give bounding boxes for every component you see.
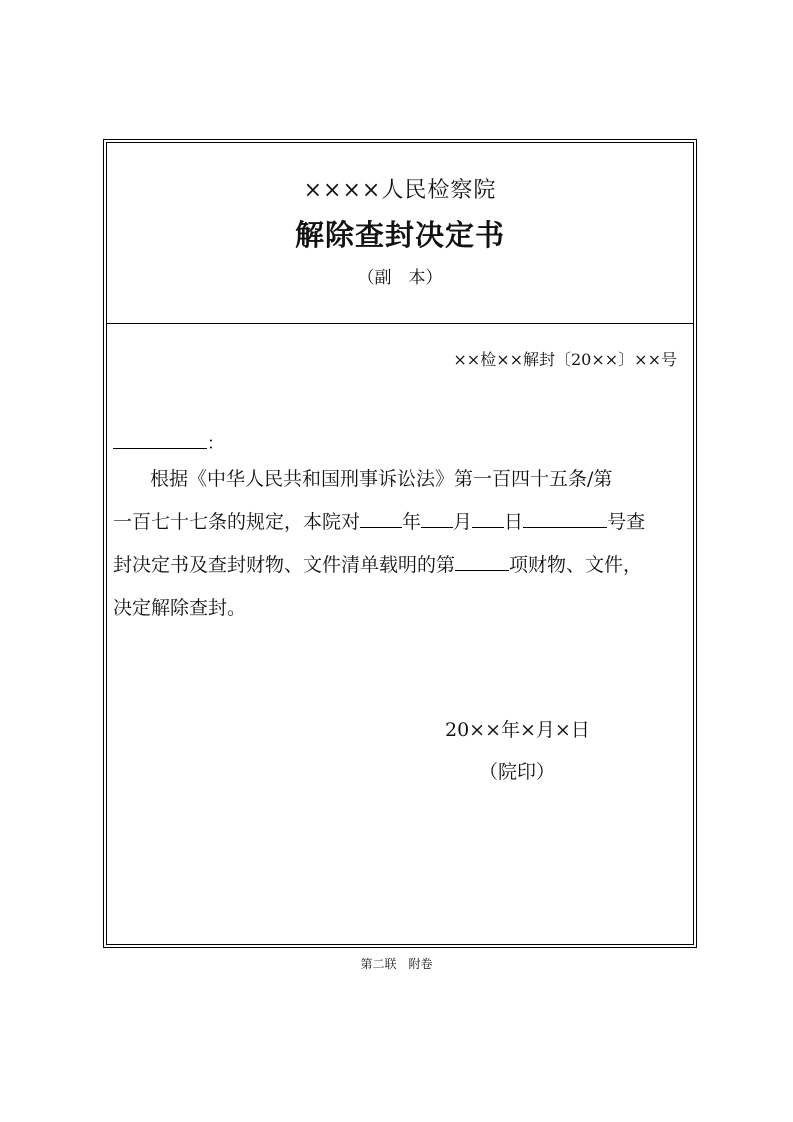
body-text-segment: 封决定书及查封财物、文件清单载明的第 xyxy=(113,554,456,576)
day-label: 日 xyxy=(504,511,524,533)
month-label: 月 xyxy=(453,511,473,533)
body-text-segment: 项财物、文件， xyxy=(509,554,643,576)
form-header xyxy=(107,143,693,324)
item-number-blank xyxy=(455,544,509,571)
decision-number-blank xyxy=(523,501,607,528)
body-line xyxy=(113,501,689,544)
copy-type-label: （副 本） xyxy=(357,268,443,288)
body-line xyxy=(113,544,689,587)
addressee-blank xyxy=(113,430,207,449)
procuratorate-name: ××××人民检察院 xyxy=(303,178,497,203)
year-blank xyxy=(360,501,402,528)
day-blank xyxy=(472,501,504,528)
addressee-colon: ： xyxy=(207,434,224,454)
month-blank xyxy=(421,501,453,528)
body-text-segment: 号查 xyxy=(607,511,646,533)
document-title: 解除查封决定书 xyxy=(294,218,505,252)
decision-form xyxy=(103,139,697,948)
body-line: 决定解除查封。 xyxy=(113,597,247,619)
document-number: ××检××解封〔20××〕××号 xyxy=(453,350,677,369)
addressee-line xyxy=(113,429,224,454)
year-label: 年 xyxy=(402,511,422,533)
copy-designation: 第二联 附卷 xyxy=(360,957,433,971)
decision-body xyxy=(113,458,689,630)
body-text-segment: 一百七十七条的规定，本院对 xyxy=(113,511,361,533)
decision-date: 20××年×月×日 xyxy=(445,719,590,741)
seal-label: （院印） xyxy=(479,761,556,783)
body-line: 根据《中华人民共和国刑事诉讼法》第一百四十五条/第 xyxy=(150,468,613,490)
